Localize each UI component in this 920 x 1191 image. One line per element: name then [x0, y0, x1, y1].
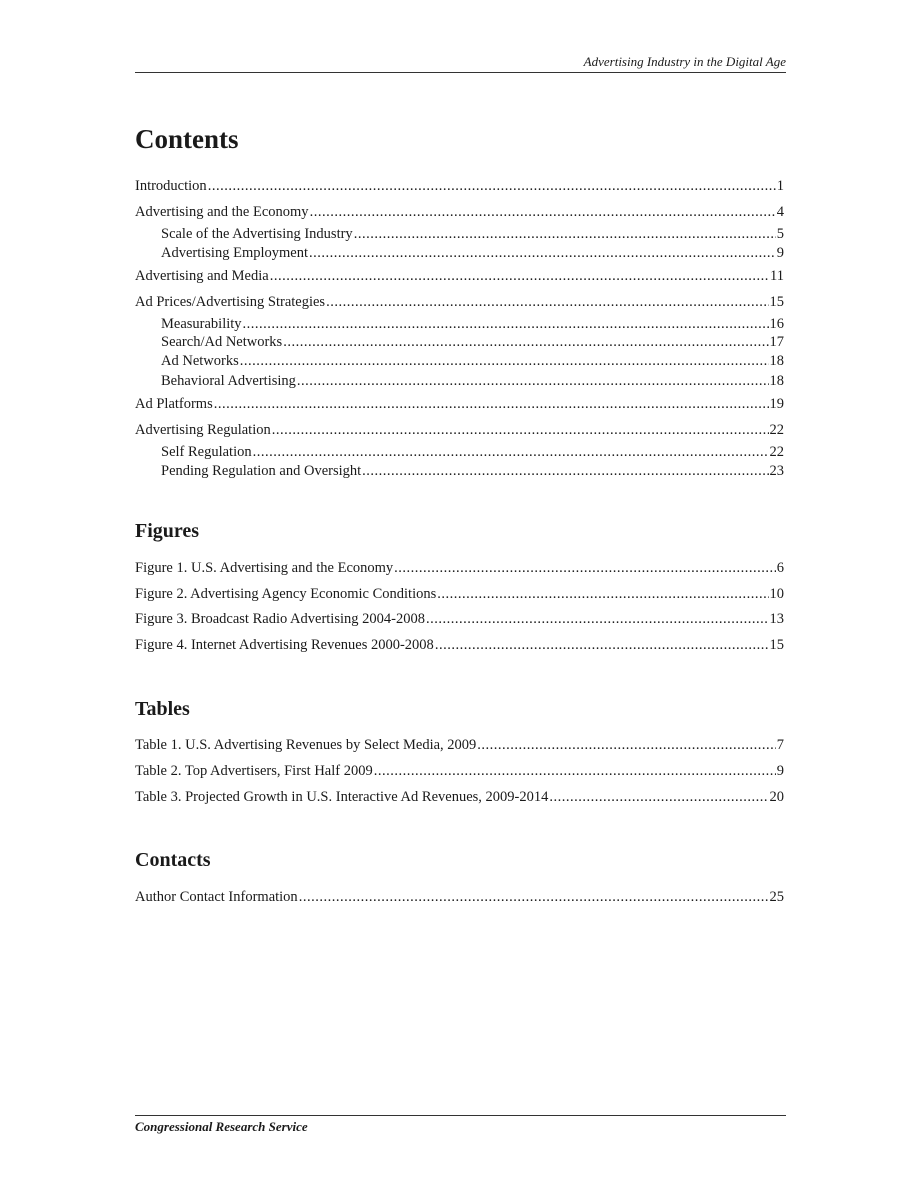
dot-leader: [299, 888, 769, 906]
toc-entry-page: 5: [776, 226, 784, 242]
toc-entry-page: 13: [769, 611, 784, 627]
toc-entry-self-regulation[interactable]: [161, 443, 784, 461]
toc-entry-label: Advertising Employment: [161, 245, 308, 261]
toc-entry-label: Table 1. U.S. Advertising Revenues by Select Media, 2009: [135, 737, 477, 753]
toc-entry-figure-1[interactable]: [135, 559, 784, 577]
dot-leader: [310, 203, 776, 221]
toc-entry-page: 6: [776, 560, 784, 576]
dot-leader: [309, 244, 776, 262]
toc-entry-page: 15: [769, 637, 784, 653]
toc-entry-figure-2[interactable]: [135, 585, 784, 603]
toc-entry-page: 9: [776, 245, 784, 261]
toc-entry-label: Advertising and the Economy: [135, 204, 309, 220]
toc-entry-measurability[interactable]: [161, 315, 784, 333]
dot-leader: [270, 267, 769, 285]
dot-leader: [283, 333, 768, 351]
header-rule: [135, 72, 786, 73]
toc-entry-label: Advertising Regulation: [135, 422, 271, 438]
toc-entry-label: Search/Ad Networks: [161, 334, 283, 350]
toc-entry-advertising-employment[interactable]: [161, 244, 784, 262]
toc-entry-page: 7: [776, 737, 784, 753]
toc-entry-introduction[interactable]: [135, 177, 784, 195]
running-footer: Congressional Research Service: [135, 1119, 308, 1134]
toc-entry-label: Self Regulation: [161, 444, 252, 460]
contacts-heading: Contacts: [135, 849, 211, 871]
toc-entry-page: 20: [769, 789, 784, 805]
dot-leader: [477, 736, 775, 754]
dot-leader: [549, 788, 768, 806]
toc-entry-ad-prices-strategies[interactable]: [135, 293, 784, 311]
dot-leader: [208, 177, 776, 195]
tables-heading: Tables: [135, 698, 190, 720]
toc-entry-label: Figure 2. Advertising Agency Economic Conditions: [135, 586, 437, 602]
dot-leader: [243, 315, 769, 333]
toc-entry-advertising-and-media[interactable]: [135, 267, 784, 285]
dot-leader: [394, 559, 776, 577]
toc-entry-page: 23: [769, 463, 784, 479]
toc-entry-table-1[interactable]: [135, 736, 784, 754]
toc-entry-page: 9: [776, 763, 784, 779]
toc-entry-label: Table 2. Top Advertisers, First Half 2009: [135, 763, 373, 779]
toc-entry-author-contact[interactable]: [135, 888, 784, 906]
toc-entry-label: Ad Platforms: [135, 396, 213, 412]
footer-rule: [135, 1115, 786, 1116]
toc-entry-page: 4: [776, 204, 784, 220]
toc-entry-behavioral-advertising[interactable]: [161, 372, 784, 390]
toc-entry-label: Author Contact Information: [135, 889, 298, 905]
toc-entry-advertising-and-the-economy[interactable]: [135, 203, 784, 221]
contents-heading: Contents: [135, 124, 239, 154]
toc-entry-page: 25: [769, 889, 784, 905]
toc-entry-label: Advertising and Media: [135, 268, 269, 284]
toc-entry-label: Figure 1. U.S. Advertising and the Economy: [135, 560, 394, 576]
toc-entry-page: 22: [769, 444, 784, 460]
toc-entry-search-ad-networks[interactable]: [161, 333, 784, 351]
toc-entry-page: 19: [769, 396, 784, 412]
dot-leader: [326, 293, 768, 311]
running-header: Advertising Industry in the Digital Age: [583, 54, 786, 69]
toc-entry-page: 16: [769, 316, 784, 332]
toc-entry-figure-4[interactable]: [135, 636, 784, 654]
toc-entry-ad-networks[interactable]: [161, 352, 784, 370]
figures-heading: Figures: [135, 520, 200, 542]
dot-leader: [437, 585, 768, 603]
toc-entry-label: Ad Networks: [161, 353, 239, 369]
toc-entry-label: Figure 4. Internet Advertising Revenues 2000-2008: [135, 637, 434, 653]
toc-entry-label: Introduction: [135, 178, 207, 194]
toc-entry-label: Table 3. Projected Growth in U.S. Interactive Ad Revenues, 2009-2014: [135, 789, 549, 805]
toc-entry-scale-of-advertising-industry[interactable]: [161, 225, 784, 243]
toc-entry-page: 11: [770, 268, 784, 284]
toc-entry-label: Ad Prices/Advertising Strategies: [135, 294, 326, 310]
toc-entry-label: Figure 3. Broadcast Radio Advertising 2004-2008: [135, 611, 425, 627]
dot-leader: [374, 762, 776, 780]
toc-entry-label: Measurability: [161, 316, 242, 332]
dot-leader: [354, 225, 776, 243]
dot-leader: [435, 636, 769, 654]
dot-leader: [240, 352, 769, 370]
toc-entry-table-3[interactable]: [135, 788, 784, 806]
toc-entry-page: 22: [769, 422, 784, 438]
toc-entry-advertising-regulation[interactable]: [135, 421, 784, 439]
toc-entry-table-2[interactable]: [135, 762, 784, 780]
toc-entry-label: Behavioral Advertising: [161, 373, 296, 389]
toc-entry-page: 15: [769, 294, 784, 310]
toc-entry-label: Pending Regulation and Oversight: [161, 463, 362, 479]
toc-entry-label: Scale of the Advertising Industry: [161, 226, 353, 242]
dot-leader: [426, 610, 769, 628]
toc-entry-page: 1: [776, 178, 784, 194]
dot-leader: [253, 443, 769, 461]
dot-leader: [297, 372, 769, 390]
toc-entry-page: 10: [769, 586, 784, 602]
toc-entry-page: 18: [769, 353, 784, 369]
toc-entry-page: 17: [769, 334, 784, 350]
toc-entry-page: 18: [769, 373, 784, 389]
dot-leader: [214, 395, 769, 413]
toc-entry-figure-3[interactable]: [135, 610, 784, 628]
dot-leader: [362, 462, 768, 480]
toc-entry-pending-regulation[interactable]: [161, 462, 784, 480]
toc-entry-ad-platforms[interactable]: [135, 395, 784, 413]
dot-leader: [272, 421, 769, 439]
